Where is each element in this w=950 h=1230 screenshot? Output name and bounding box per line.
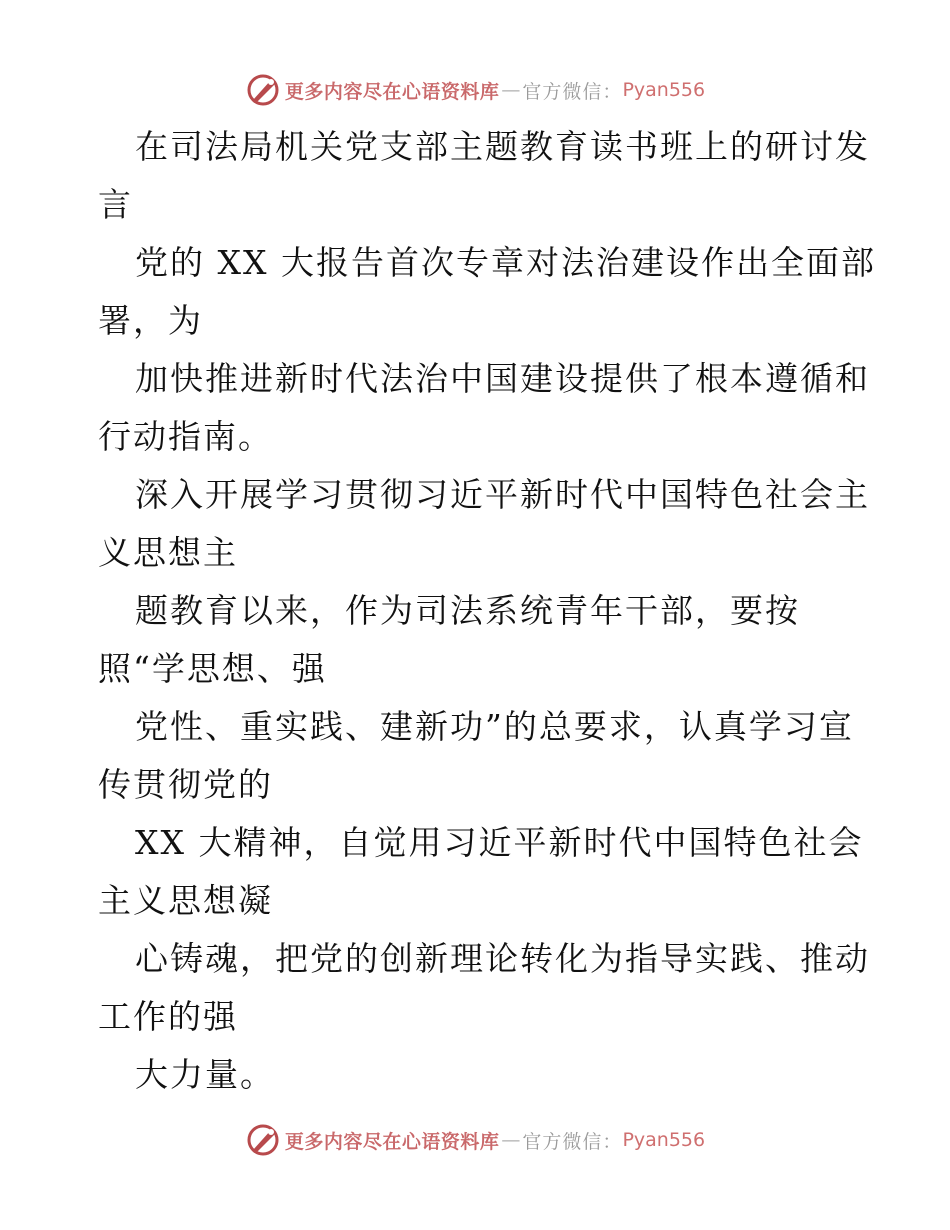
paragraph xyxy=(98,466,870,582)
watermark-label: 官方微信： xyxy=(522,80,623,103)
pen-logo-icon xyxy=(245,1122,281,1158)
paragraph-wrap-line: 主义思想凝 xyxy=(98,881,273,920)
watermark-dash: — xyxy=(501,79,521,101)
pen-logo-icon xyxy=(245,72,281,108)
document-body xyxy=(98,118,876,1104)
paragraph xyxy=(98,350,870,466)
footer-watermark xyxy=(0,1118,950,1162)
paragraph-line: 党性、重实践、建新功”的总要求，认真学习宣 xyxy=(135,707,854,746)
paragraph-wrap-line: 义思想主 xyxy=(98,533,238,572)
paragraph xyxy=(98,118,870,234)
paragraph-line: 党的 XX 大报告首次专章对法治建设作出全面部 xyxy=(135,243,876,282)
paragraph xyxy=(98,582,858,698)
watermark-wechat-id: Pyan556 xyxy=(622,79,706,101)
header-watermark xyxy=(0,68,950,112)
watermark-brand: 更多内容尽在心语资料库 xyxy=(284,80,500,103)
watermark-brand: 更多内容尽在心语资料库 xyxy=(284,1130,500,1153)
paragraph-wrap-line: 照“学思想、强 xyxy=(98,649,327,688)
paragraph xyxy=(98,814,864,930)
paragraph-line: XX 大精神，自觉用习近平新时代中国特色社会 xyxy=(135,823,864,862)
paragraph-line: 题教育以来，作为司法系统青年干部，要按 xyxy=(135,591,800,630)
watermark-wechat-id: Pyan556 xyxy=(622,1129,706,1151)
paragraph-line: 心铸魂，把党的创新理论转化为指导实践、推动 xyxy=(135,939,870,978)
paragraph-line: 大力量。 xyxy=(135,1055,275,1094)
paragraph-line: 加快推进新时代法治中国建设提供了根本遵循和 xyxy=(135,359,870,398)
paragraph-wrap-line: 行动指南。 xyxy=(98,417,273,456)
paragraph-wrap-line: 传贯彻党的 xyxy=(98,765,273,804)
watermark-label: 官方微信： xyxy=(522,1130,623,1153)
paragraph-wrap-line: 工作的强 xyxy=(98,997,238,1036)
watermark-dash: — xyxy=(501,1129,521,1151)
paragraph-wrap-line: 言 xyxy=(98,185,133,224)
paragraph-line: 在司法局机关党支部主题教育读书班上的研讨发 xyxy=(135,127,870,166)
paragraph-line: 深入开展学习贯彻习近平新时代中国特色社会主 xyxy=(135,475,870,514)
paragraph xyxy=(98,698,858,814)
paragraph xyxy=(98,1046,858,1104)
paragraph-wrap-line: 署，为 xyxy=(98,301,203,340)
paragraph xyxy=(98,930,870,1046)
paragraph xyxy=(98,234,876,350)
